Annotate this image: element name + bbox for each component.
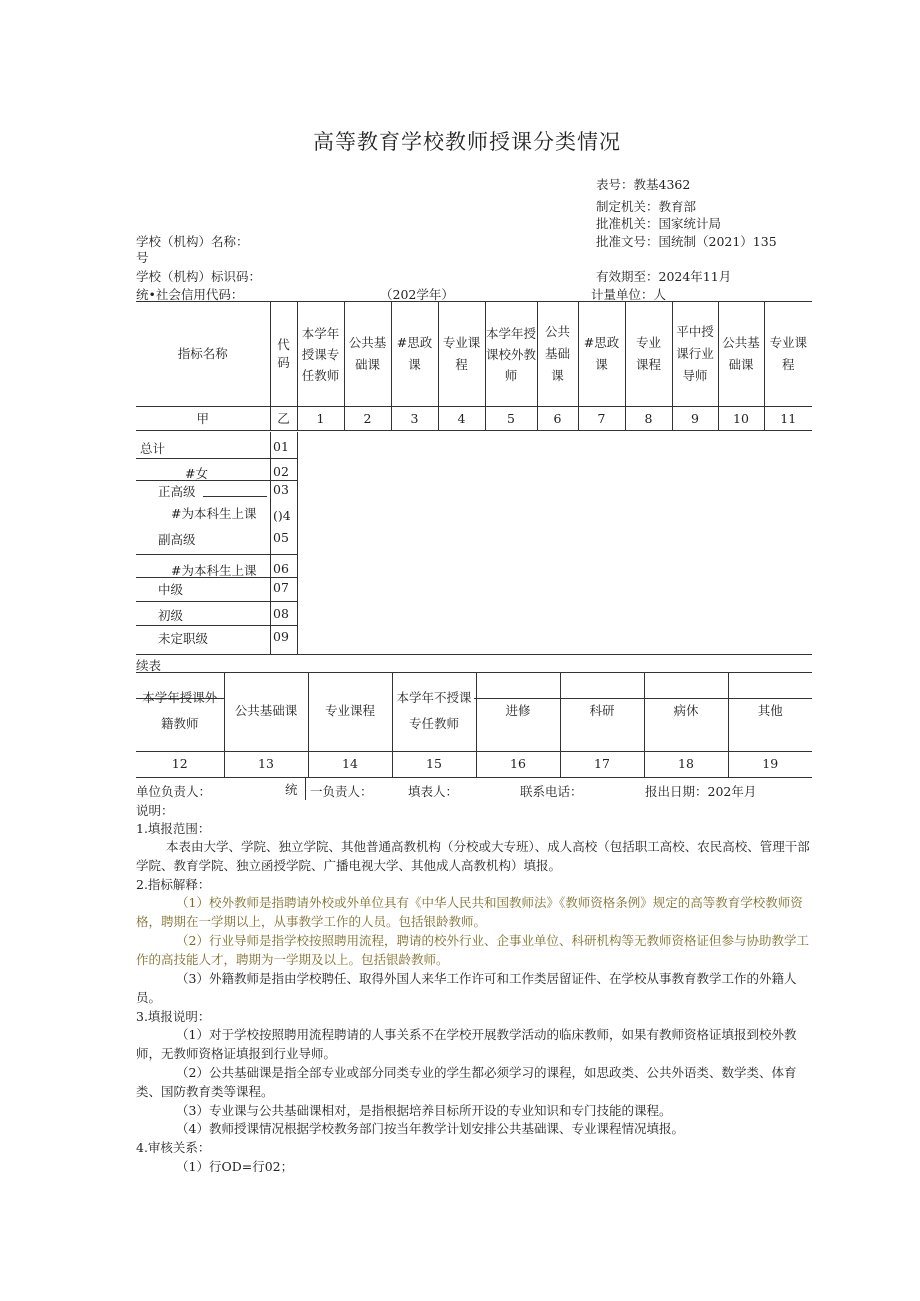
index-cell: 8 — [625, 407, 672, 431]
approval-number: 批准文号：国统制（2021）135 — [596, 234, 777, 249]
row-name: 总计 — [140, 441, 166, 456]
continued-index: 18 — [644, 751, 728, 777]
row-name: 未定职级 — [158, 631, 209, 646]
stat-head-label: 一负责人： — [310, 784, 373, 799]
valid-until: 有效期至：2024年11月 — [596, 269, 732, 284]
notes-s2-p2: （2）行业导师是指学校按照聘用流程，聘请的校外行业、企事业单位、科研机构等无教师资格证但参与协助教学工作的高技能人才，聘期为一学期及以上。包括银龄教师。 — [136, 933, 809, 967]
notes-s2-p1: （1）校外教师是指聘请外校或外单位具有《中华人民共和国教师法》《教师资格条例》规定的高等教育学校教师资格，聘期在一学期以上，从事教学工作的人员。包括银龄教师。 — [136, 895, 803, 929]
continued-header: 本学年不授课专任教师 — [392, 672, 476, 751]
row-name: 初级 — [158, 608, 184, 623]
unit-head-label: 单位负责人： — [136, 784, 212, 799]
index-cell: 乙 — [270, 407, 297, 431]
row-name: 中级 — [158, 582, 184, 597]
notes-section-2: 2.指标解释： — [136, 877, 211, 892]
notes-section-1: 1.填报范围： — [136, 821, 211, 836]
header-indicator-name: 指标名称 — [136, 302, 270, 407]
notes-s4-p1: （1）行OD=行02； — [176, 1159, 294, 1174]
notes-heading: 说明： — [136, 803, 174, 818]
unit-label: 计量单位：人 — [591, 287, 667, 302]
row-code: 03 — [273, 482, 289, 497]
notes-s1-p1: 本表由大学、学院、独立学院、其他普通高教机构（分校或大专班）、成人高校（包括职工高校、农民高校、管理干部学院、教育学院、独立函授学院、广播电视大学、其他成人高教机构）填报。 — [136, 839, 810, 873]
academic-year: （202学年） — [380, 287, 454, 302]
index-cell: 3 — [391, 407, 438, 431]
header-col4: 专业课程 — [438, 302, 485, 407]
row-name: 正高级 — [158, 484, 196, 499]
notes-s2-p3: （3）外籍教师是指由学校聘任、取得外国人来华工作许可和工作类居留证件、在学校从事教育教学工作的外籍人员。 — [136, 971, 797, 1005]
continued-header: 进修 — [476, 672, 560, 751]
index-cell: 9 — [672, 407, 718, 431]
index-cell: 7 — [578, 407, 625, 431]
row-code: 05 — [273, 530, 289, 545]
page-title: 高等教育学校教师授课分类情况 — [313, 130, 621, 154]
index-cell: 4 — [438, 407, 485, 431]
index-cell: 1 — [297, 407, 344, 431]
stat-label: 统 — [285, 782, 298, 797]
continued-header: 病休 — [644, 672, 728, 751]
index-cell: 11 — [764, 407, 812, 431]
index-row — [136, 407, 812, 431]
continued-index: 17 — [560, 751, 644, 777]
credit-code-label: 统•社会信用代码： — [136, 287, 244, 302]
continued-index: 15 — [392, 751, 476, 777]
row-code: 01 — [273, 439, 289, 454]
continued-table — [136, 672, 812, 778]
header-col5: 本学年授课校外教师 — [485, 302, 537, 407]
continued-label: 续表 — [136, 658, 162, 673]
header-col9: 平中授课行业导师 — [672, 302, 718, 407]
row-code: 07 — [273, 580, 289, 595]
school-name-label: 学校（机构）名称： — [136, 234, 249, 249]
header-col3: #思政课 — [391, 302, 438, 407]
index-cell: 5 — [485, 407, 537, 431]
row-code: 02 — [273, 464, 289, 479]
continued-header: 本学年授课外籍教师 — [136, 672, 224, 751]
row-name: #女 — [185, 466, 208, 481]
notes-s3-p3: （3）专业课与公共基础课相对，是指根据培养目标所开设的专业知识和专门技能的课程。 — [176, 1103, 672, 1118]
filler-label: 填表人： — [408, 784, 459, 799]
row-code: 09 — [273, 629, 289, 644]
continued-index: 13 — [224, 751, 308, 777]
continued-header: 其他 — [728, 672, 812, 751]
row-name: #为本科生上课 — [171, 563, 257, 578]
continued-index: 14 — [308, 751, 392, 777]
notes-s3-p4: （4）教师授课情况根据学校教务部门按当年教学计划安排公共基础课、专业课程情况填报。 — [176, 1121, 684, 1136]
row-code: 08 — [273, 606, 289, 621]
index-cell: 10 — [718, 407, 764, 431]
row-code: ()4 — [273, 508, 291, 523]
row-code: 06 — [273, 561, 289, 576]
school-id-label: 学校（机构）标识码： — [136, 269, 262, 284]
continued-header: 公共基础课 — [224, 672, 308, 751]
header-col11: 专业课程 — [764, 302, 812, 407]
approver: 批准机关：国家统计局 — [596, 216, 722, 231]
header-col2: 公共基础课 — [344, 302, 391, 407]
header-col10: 公共基础课 — [718, 302, 764, 407]
header-code: 代码 — [270, 302, 297, 407]
continued-index: 16 — [476, 751, 560, 777]
main-table-header — [136, 301, 812, 431]
header-col1: 本学年授课专任教师 — [297, 302, 344, 407]
header-col6: 公共基础课 — [537, 302, 578, 407]
approval-number-cont: 号 — [136, 250, 149, 265]
continued-header: 专业课程 — [308, 672, 392, 751]
issuer: 制定机关：教育部 — [596, 199, 697, 214]
index-cell: 6 — [537, 407, 578, 431]
notes-s3-p1: （1）对于学校按照聘用流程聘请的人事关系不在学校开展教学活动的临床教师，如果有教师资格证填报到校外教师，无教师资格证填报到行业导师。 — [136, 1027, 797, 1061]
header-col8: 专业课程 — [625, 302, 672, 407]
report-date-label: 报出日期：202年月 — [645, 784, 757, 799]
index-cell: 甲 — [136, 407, 270, 431]
notes-section-3: 3.填报说明： — [136, 1009, 211, 1024]
index-cell: 2 — [344, 407, 391, 431]
header-col7: #思政课 — [578, 302, 625, 407]
continued-header: 科研 — [560, 672, 644, 751]
continued-index: 19 — [728, 751, 812, 777]
continued-index: 12 — [136, 751, 224, 777]
notes-section-4: 4.审核关系： — [136, 1140, 211, 1155]
row-name: 副高级 — [158, 532, 196, 547]
row-name: #为本科生上课 — [171, 506, 257, 521]
form-number: 表号：教基4362 — [596, 177, 691, 192]
phone-label: 联系电话： — [520, 784, 583, 799]
notes-s3-p2: （2）公共基础课是指全部专业或部分同类专业的学生都必须学习的课程，如思政类、公共外语类、数学类、体育类、国防教育类等课程。 — [136, 1065, 797, 1099]
